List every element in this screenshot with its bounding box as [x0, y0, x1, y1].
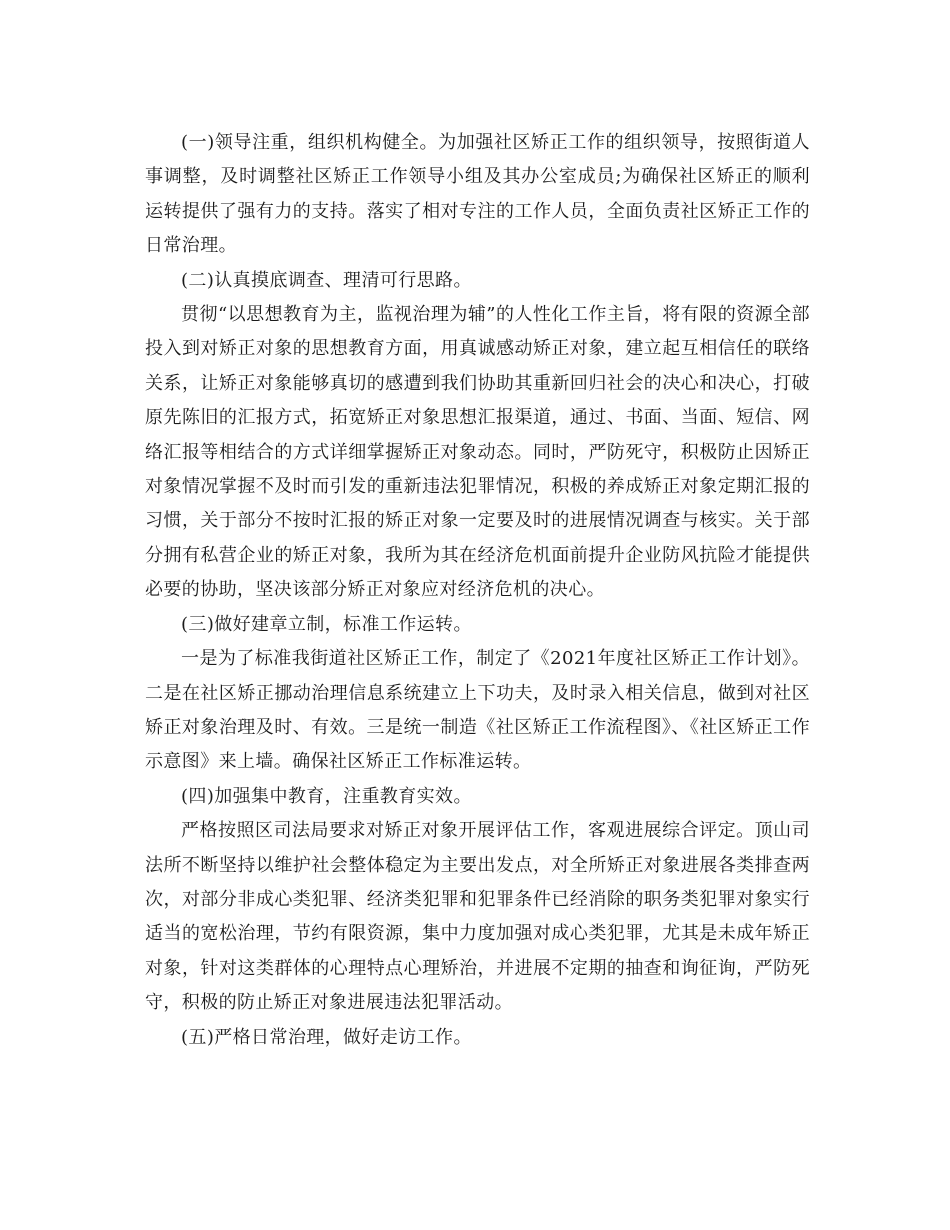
section-heading-3: (三)做好建章立制，标准工作运转。	[181, 613, 472, 635]
section-heading-2: (二)认真摸底调查、理清可行思路。	[181, 269, 472, 291]
paragraph-assessment: 严格按照区司法局要求对矫正对象开展评估工作，客观进展综合评定。顶山司法所不断坚持以维护社会整体稳定为主要出发点，对全所矫正对象进展各类排查两次，对部分非成心类犯罪、经济类犯罪和犯罪条件已经消除的职务类犯罪对象实行适当的宽松治理，节约有限资源，集中力度加强对成心类犯罪，尤其是未成年矫正对象，针对这类群体的心理特点心理矫治，并进展不定期的抽查和询征询，严防死守，积极的防止矫正对象进展违法犯罪活动。	[145, 820, 810, 1014]
section-heading-4: (四)加强集中教育，注重教育实效。	[181, 785, 472, 807]
paragraph-education-approach: 贯彻“以思想教育为主，监视治理为辅”的人性化工作主旨，将有限的资源全部投入到对矫正对象的思想教育方面，用真诚感动矫正对象，建立起互相信任的联络关系，让矫正对象能够真切的感遭到我们协助其重新回归社会的决心和决心，打破原先陈旧的汇报方式，拓宽矫正对象思想汇报渠道，通过、书面、当面、短信、网络汇报等相结合的方式详细掌握矫正对象动态。同时，严防死守，积极防止因矫正对象情况掌握不及时而引发的重新违法犯罪情况，积极的养成矫正对象定期汇报的习惯，关于部分不按时汇报的矫正对象一定要及时的进展情况调查与核实。关于部分拥有私营企业的矫正对象，我所为其在经济危机面前提升企业防风抗险才能提供必要的协助，坚决该部分矫正对象应对经济危机的决心。	[145, 304, 810, 601]
document-body	[145, 126, 810, 1055]
paragraph-regulations: 一是为了标准我街道社区矫正工作，制定了《2021年度社区矫正工作计划》。二是在社区矫正挪动治理信息系统建立上下功夫，及时录入相关信息，做到对社区矫正对象治理及时、有效。三是统一制造《社区矫正工作流程图》、《社区矫正工作示意图》来上墙。确保社区矫正工作标准运转。	[145, 648, 810, 773]
paragraph-leadership: (一)领导注重，组织机构健全。为加强社区矫正工作的组织领导，按照街道人事调整，及时调整社区矫正工作领导小组及其办公室成员;为确保社区矫正的顺利运转提供了强有力的支持。落实了相对专注的工作人员，全面负责社区矫正工作的日常治理。	[145, 132, 810, 257]
section-heading-5: (五)严格日常治理，做好走访工作。	[181, 1026, 472, 1048]
